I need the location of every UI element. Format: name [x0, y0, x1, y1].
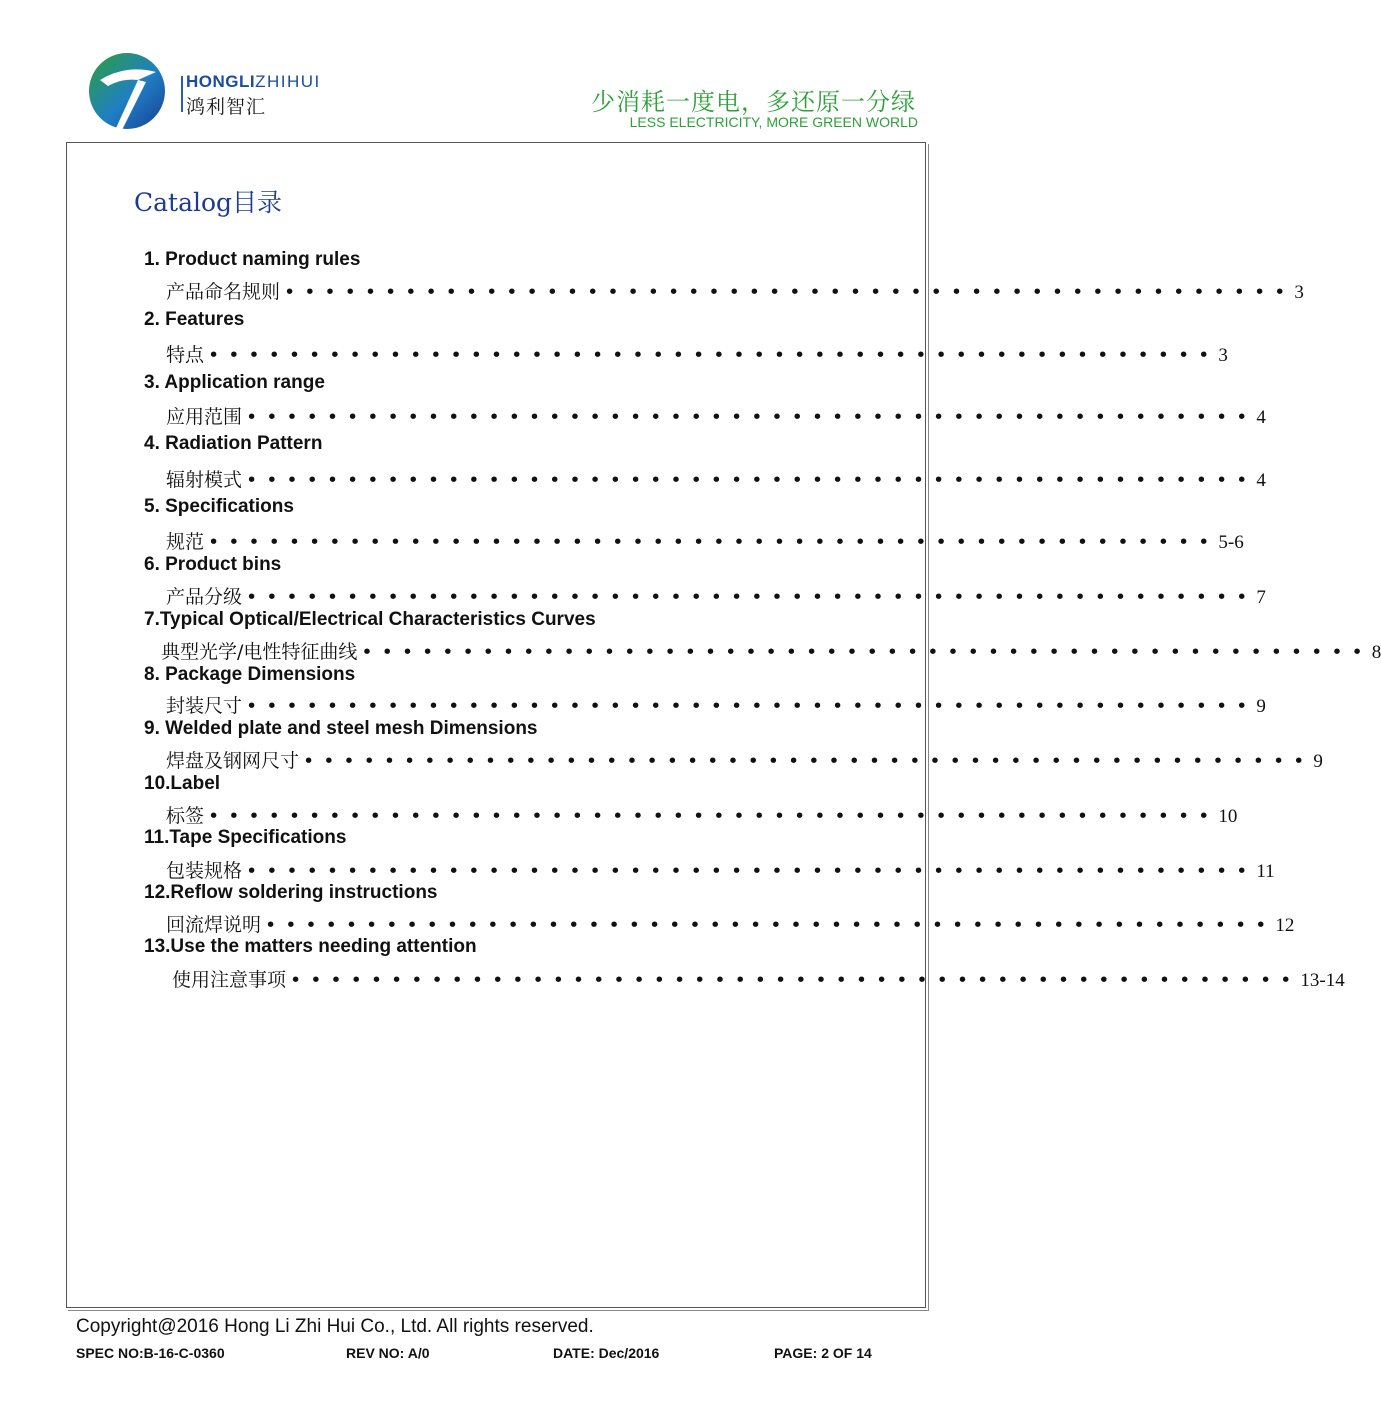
toc-heading[interactable]: 9. Welded plate and steel mesh Dimensions — [144, 718, 538, 739]
toc-heading[interactable]: 10.Label — [144, 773, 221, 794]
toc-entry[interactable] — [166, 746, 1323, 773]
toc-entry[interactable] — [166, 277, 1304, 304]
document-date: DATE: Dec/2016 — [553, 1345, 660, 1361]
toc-entry[interactable] — [166, 527, 1244, 554]
toc-entry-cn: 使用注意事项 — [172, 969, 287, 991]
slogan-en: LESS ELECTRICITY, MORE GREEN WORLD — [629, 114, 918, 130]
toc-leader-dots: •••••••••••••••••••••••••••••••••••••••••••••••••• — [208, 805, 1219, 827]
brand-name-cn: 鸿利智汇 — [186, 96, 267, 118]
toc-page-number: 9 — [1313, 751, 1323, 772]
toc-entry[interactable] — [166, 856, 1275, 883]
toc-leader-dots: •••••••••••••••••••••••••••••••••••••••••••••••••• — [246, 860, 1257, 882]
toc-leader-dots: •••••••••••••••••••••••••••••••••••••••••••••••••• — [246, 586, 1257, 608]
toc-leader-dots: •••••••••••••••••••••••••••••••••••••••••••••••••• — [303, 750, 1314, 772]
toc-entry[interactable] — [166, 691, 1266, 718]
brand-name-en-bold: HONGLI — [186, 72, 256, 91]
toc-entry-cn: 辐射模式 — [166, 469, 243, 491]
page-indicator: PAGE: 2 OF 14 — [774, 1345, 872, 1361]
toc-entry-cn: 特点 — [166, 344, 205, 366]
toc-entry[interactable] — [166, 910, 1295, 937]
toc-entry-cn: 产品命名规则 — [166, 281, 281, 303]
toc-heading[interactable]: 12.Reflow soldering instructions — [144, 882, 438, 903]
page-header — [0, 0, 1000, 140]
toc-entry[interactable] — [166, 340, 1228, 367]
company-logo-icon — [86, 50, 168, 132]
toc-leader-dots: •••••••••••••••••••••••••••••••••••••••••••••••••• — [246, 695, 1257, 717]
toc-heading[interactable]: 7.Typical Optical/Electrical Characteristics Curves — [144, 609, 596, 630]
brand-divider — [181, 76, 183, 112]
toc-leader-dots: •••••••••••••••••••••••••••••••••••••••••••••••••• — [246, 469, 1257, 491]
toc-entry-cn: 包装规格 — [166, 860, 243, 882]
toc-heading[interactable]: 2. Features — [144, 309, 245, 330]
toc-heading[interactable]: 4. Radiation Pattern — [144, 433, 323, 454]
toc-page-number: 9 — [1256, 696, 1266, 717]
toc-entry[interactable] — [172, 965, 1345, 992]
toc-entry[interactable] — [166, 465, 1266, 492]
toc-entry-cn: 典型光学/电性特征曲线 — [161, 641, 358, 663]
revision-number: REV NO: A/0 — [346, 1345, 430, 1361]
slogan-cn: 少消耗一度电，多还原一分绿 — [591, 88, 916, 116]
brand-name-en — [186, 72, 321, 92]
toc-heading[interactable]: 8. Package Dimensions — [144, 664, 356, 685]
toc-page-number: 13-14 — [1300, 970, 1345, 991]
catalog-title: Catalog目录 — [134, 188, 283, 217]
toc-leader-dots: •••••••••••••••••••••••••••••••••••••••••••••••••• — [208, 344, 1219, 366]
toc-entry-cn: 产品分级 — [166, 586, 243, 608]
brand-name-en-light: ZHIHUI — [255, 72, 321, 91]
toc-page-number: 4 — [1256, 407, 1266, 428]
toc-leader-dots: •••••••••••••••••••••••••••••••••••••••••••••••••• — [290, 969, 1301, 991]
toc-heading[interactable]: 3. Application range — [144, 372, 325, 393]
toc-entry-cn: 回流焊说明 — [166, 914, 262, 936]
toc-page-number: 10 — [1218, 806, 1238, 827]
copyright-notice: Copyright@2016 Hong Li Zhi Hui Co., Ltd. All rights reserved. — [76, 1316, 594, 1337]
toc-heading[interactable]: 11.Tape Specifications — [144, 827, 347, 848]
toc-entry-cn: 规范 — [166, 531, 205, 553]
toc-entry-cn: 焊盘及钢网尺寸 — [166, 750, 300, 772]
toc-page-number: 3 — [1218, 345, 1228, 366]
toc-page-number: 12 — [1275, 915, 1295, 936]
toc-page-number: 4 — [1256, 470, 1266, 491]
toc-heading[interactable]: 6. Product bins — [144, 554, 282, 575]
toc-leader-dots: •••••••••••••••••••••••••••••••••••••••••••••••••• — [265, 914, 1276, 936]
toc-entry[interactable] — [166, 801, 1238, 828]
toc-entry-cn: 应用范围 — [166, 406, 243, 428]
toc-page-number: 8 — [1371, 642, 1381, 663]
spec-number: SPEC NO:B-16-C-0360 — [76, 1345, 225, 1361]
toc-page-number: 11 — [1256, 861, 1275, 882]
toc-entry[interactable] — [161, 637, 1381, 664]
toc-entry-cn: 标签 — [166, 805, 205, 827]
toc-heading[interactable]: 1. Product naming rules — [144, 249, 361, 270]
toc-page-number: 7 — [1256, 587, 1266, 608]
toc-page-number: 3 — [1294, 282, 1304, 303]
toc-leader-dots: •••••••••••••••••••••••••••••••••••••••••••••••••• — [361, 641, 1372, 663]
toc-page-number: 5-6 — [1218, 532, 1244, 553]
toc-heading[interactable]: 13.Use the matters needing attention — [144, 936, 477, 957]
toc-leader-dots: •••••••••••••••••••••••••••••••••••••••••••••••••• — [246, 406, 1257, 428]
toc-entry[interactable] — [166, 402, 1266, 429]
toc-entry[interactable] — [166, 582, 1266, 609]
toc-heading[interactable]: 5. Specifications — [144, 496, 294, 517]
toc-leader-dots: •••••••••••••••••••••••••••••••••••••••••••••••••• — [284, 281, 1295, 303]
toc-entry-cn: 封装尺寸 — [166, 695, 243, 717]
toc-leader-dots: •••••••••••••••••••••••••••••••••••••••••••••••••• — [208, 531, 1219, 553]
